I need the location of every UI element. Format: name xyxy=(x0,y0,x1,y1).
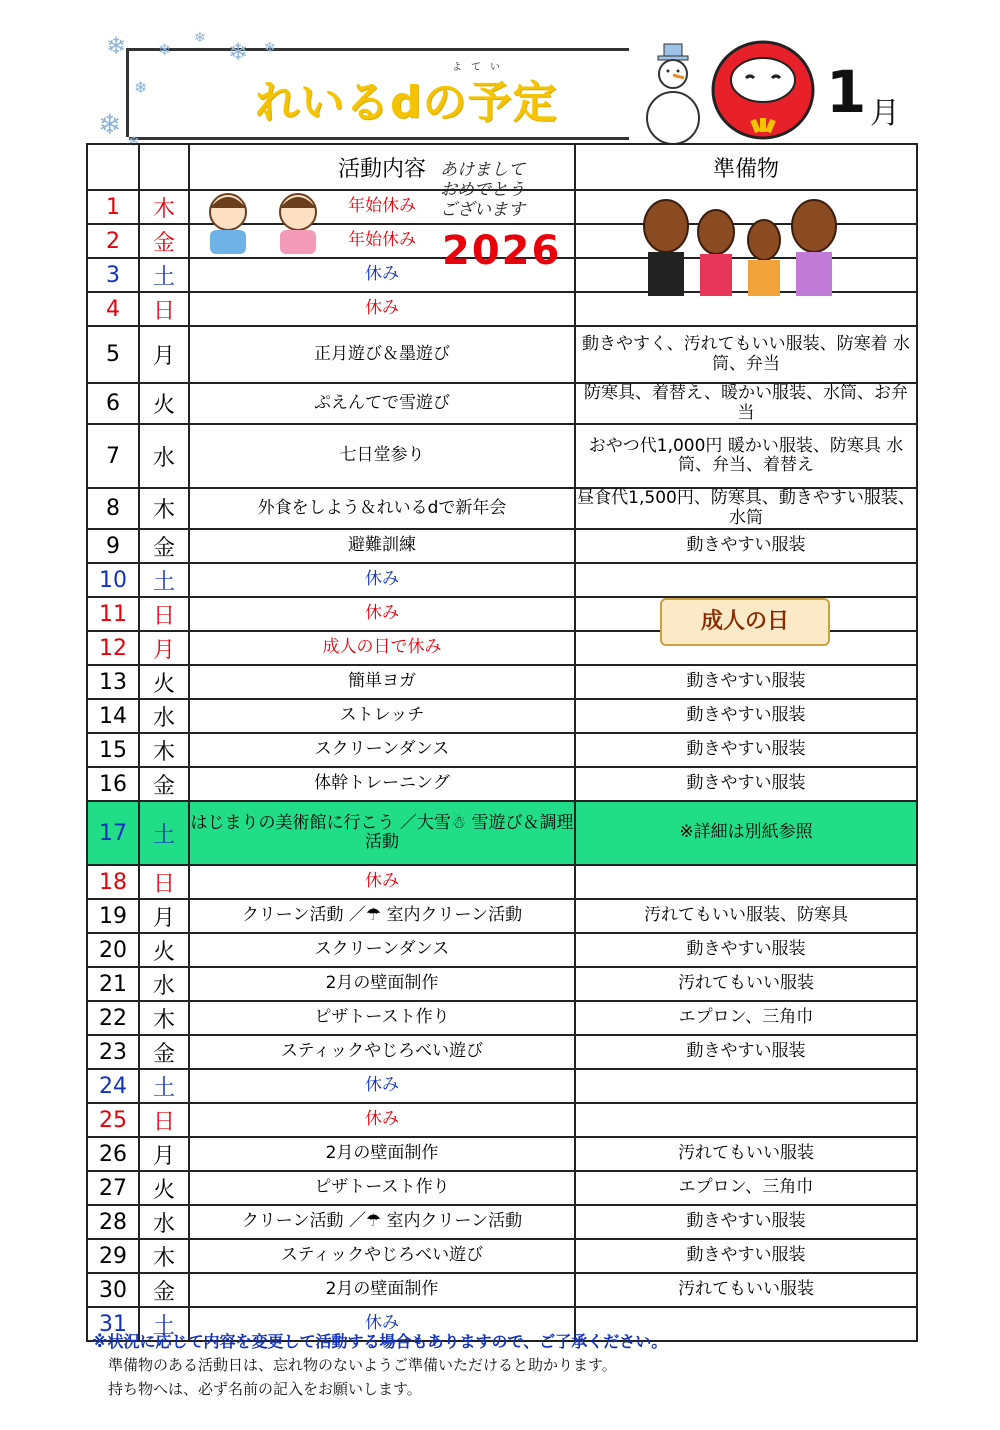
activity-cell: 休み xyxy=(189,1307,575,1341)
table-row xyxy=(87,801,917,865)
weekday-cell: 金 xyxy=(139,224,189,258)
day-cell: 15 xyxy=(87,733,139,767)
weekday-cell: 日 xyxy=(139,597,189,631)
weekday-cell: 土 xyxy=(139,563,189,597)
weekday-cell: 水 xyxy=(139,967,189,1001)
greeting-line1: あけまして xyxy=(440,160,525,180)
items-cell: 汚れてもいい服装 xyxy=(575,1137,917,1171)
weekday-cell: 月 xyxy=(139,1137,189,1171)
weekday-cell: 月 xyxy=(139,899,189,933)
table-row xyxy=(87,1239,917,1273)
activity-cell: 外食をしよう＆れいるdで新年会 xyxy=(189,488,575,529)
table-row xyxy=(87,933,917,967)
greeting-line2: おめでとう xyxy=(440,180,525,200)
activity-cell: スクリーンダンス xyxy=(189,933,575,967)
activity-cell: 避難訓練 xyxy=(189,529,575,563)
day-cell: 17 xyxy=(87,801,139,865)
table-row xyxy=(87,767,917,801)
day-cell: 26 xyxy=(87,1137,139,1171)
page-title: れいるdの予定 xyxy=(255,77,558,128)
daruma-icon xyxy=(708,32,818,142)
day-cell: 19 xyxy=(87,899,139,933)
items-cell: 動きやすい服装 xyxy=(575,767,917,801)
activity-cell: スクリーンダンス xyxy=(189,733,575,767)
day-cell: 10 xyxy=(87,563,139,597)
activity-cell: ピザトースト作り xyxy=(189,1171,575,1205)
weekday-cell: 金 xyxy=(139,529,189,563)
activity-cell: 年始休み xyxy=(189,190,575,224)
table-row xyxy=(87,1001,917,1035)
schedule-table xyxy=(86,143,918,1342)
day-cell: 9 xyxy=(87,529,139,563)
activity-cell: クリーン活動 ／☂ 室内クリーン活動 xyxy=(189,899,575,933)
weekday-cell: 土 xyxy=(139,258,189,292)
activity-cell: 2月の壁面制作 xyxy=(189,1137,575,1171)
day-cell: 4 xyxy=(87,292,139,326)
weekday-cell: 火 xyxy=(139,665,189,699)
activity-cell: ぷえんてで雪遊び xyxy=(189,383,575,424)
day-cell: 25 xyxy=(87,1103,139,1137)
items-cell xyxy=(575,865,917,899)
weekday-cell: 木 xyxy=(139,190,189,224)
day-cell: 22 xyxy=(87,1001,139,1035)
activity-cell: 七日堂参り xyxy=(189,424,575,488)
snowflake-icon: ❄ xyxy=(106,32,127,60)
children-illustration xyxy=(196,190,336,256)
table-row xyxy=(87,326,917,383)
greeting-line3: ございます xyxy=(440,200,525,220)
items-cell: エプロン、三角巾 xyxy=(575,1171,917,1205)
table-row xyxy=(87,699,917,733)
table-row xyxy=(87,1035,917,1069)
activity-cell: 成人の日で休み xyxy=(189,631,575,665)
weekday-cell: 木 xyxy=(139,488,189,529)
day-cell: 11 xyxy=(87,597,139,631)
day-cell: 28 xyxy=(87,1205,139,1239)
day-cell: 7 xyxy=(87,424,139,488)
activity-cell: 2月の壁面制作 xyxy=(189,1273,575,1307)
day-cell: 12 xyxy=(87,631,139,665)
items-cell xyxy=(575,563,917,597)
items-cell: おやつ代1,000円 暖かい服装、防寒具 水筒、弁当、着替え xyxy=(575,424,917,488)
weekday-cell: 土 xyxy=(139,801,189,865)
activity-cell: 休み xyxy=(189,563,575,597)
header-day xyxy=(87,144,139,190)
items-cell xyxy=(575,1069,917,1103)
items-cell: 昼食代1,500円、防寒具、動きやすい服装、水筒 xyxy=(575,488,917,529)
weekday-cell: 火 xyxy=(139,1171,189,1205)
day-cell: 13 xyxy=(87,665,139,699)
snowflake-icon: ❄ xyxy=(228,38,249,66)
snowman-illustration xyxy=(636,38,712,148)
table-row xyxy=(87,1171,917,1205)
table-row xyxy=(87,383,917,424)
weekday-cell: 月 xyxy=(139,326,189,383)
activity-cell: 休み xyxy=(189,1069,575,1103)
table-row xyxy=(87,1069,917,1103)
activity-cell: 体幹トレーニング xyxy=(189,767,575,801)
weekday-cell: 火 xyxy=(139,933,189,967)
items-cell: 動きやすい服装 xyxy=(575,1205,917,1239)
table-row xyxy=(87,488,917,529)
title-ruby: よてい xyxy=(452,62,509,73)
activity-cell: 2月の壁面制作 xyxy=(189,967,575,1001)
activity-cell: スティックやじろべい遊び xyxy=(189,1035,575,1069)
table-row xyxy=(87,967,917,1001)
activity-cell: 休み xyxy=(189,258,575,292)
weekday-cell: 日 xyxy=(139,292,189,326)
items-cell: 汚れてもいい服装、防寒具 xyxy=(575,899,917,933)
activity-cell: 休み xyxy=(189,865,575,899)
weekday-cell: 日 xyxy=(139,1103,189,1137)
table-row xyxy=(87,563,917,597)
horse-family-illustration xyxy=(636,196,852,300)
table-row xyxy=(87,865,917,899)
header-activity: 活動内容 xyxy=(189,144,575,190)
weekday-cell: 金 xyxy=(139,767,189,801)
items-cell: 動きやすい服装 xyxy=(575,699,917,733)
day-cell: 18 xyxy=(87,865,139,899)
activity-cell: 休み xyxy=(189,292,575,326)
day-cell: 14 xyxy=(87,699,139,733)
weekday-cell: 土 xyxy=(139,1307,189,1341)
weekday-cell: 月 xyxy=(139,631,189,665)
weekday-cell: 日 xyxy=(139,865,189,899)
activity-cell: 簡単ヨガ xyxy=(189,665,575,699)
day-cell: 31 xyxy=(87,1307,139,1341)
day-cell: 29 xyxy=(87,1239,139,1273)
activity-cell: ピザトースト作り xyxy=(189,1001,575,1035)
items-cell: 動きやすい服装 xyxy=(575,1239,917,1273)
table-row xyxy=(87,1273,917,1307)
new-year-greeting xyxy=(440,160,525,220)
activity-cell: 正月遊び＆墨遊び xyxy=(189,326,575,383)
table-row xyxy=(87,665,917,699)
month-number: 1 xyxy=(826,58,867,126)
day-cell: 23 xyxy=(87,1035,139,1069)
activity-cell: スティックやじろべい遊び xyxy=(189,1239,575,1273)
weekday-cell: 水 xyxy=(139,699,189,733)
items-cell: 動きやすい服装 xyxy=(575,933,917,967)
day-cell: 5 xyxy=(87,326,139,383)
day-cell: 8 xyxy=(87,488,139,529)
items-cell: 動きやすい服装 xyxy=(575,1035,917,1069)
snowflake-icon: ❄ xyxy=(194,30,206,46)
table-row xyxy=(87,529,917,563)
weekday-cell: 木 xyxy=(139,1001,189,1035)
header-weekday xyxy=(139,144,189,190)
day-cell: 21 xyxy=(87,967,139,1001)
weekday-cell: 木 xyxy=(139,1239,189,1273)
notice-name-label: 持ち物へは、必ず名前の記入をお願いします。 xyxy=(108,1380,422,1398)
table-row xyxy=(87,899,917,933)
weekday-cell: 木 xyxy=(139,733,189,767)
snowflake-icon: ❄ xyxy=(98,108,122,141)
activity-cell: はじまりの美術館に行こう ／大雪☃ 雪遊び＆調理活動 xyxy=(189,801,575,865)
weekday-cell: 水 xyxy=(139,1205,189,1239)
weekday-cell: 金 xyxy=(139,1273,189,1307)
day-cell: 16 xyxy=(87,767,139,801)
items-cell: 汚れてもいい服装 xyxy=(575,967,917,1001)
day-cell: 30 xyxy=(87,1273,139,1307)
notice-change: ※状況に応じて内容を変更して活動する場合もありますので、ご了承ください。 xyxy=(92,1332,668,1351)
weekday-cell: 火 xyxy=(139,383,189,424)
items-cell: 汚れてもいい服装 xyxy=(575,1273,917,1307)
weekday-cell: 金 xyxy=(139,1035,189,1069)
table-row xyxy=(87,733,917,767)
activity-cell: 休み xyxy=(189,1103,575,1137)
snowflake-icon: ❄ xyxy=(264,40,276,56)
day-cell: 1 xyxy=(87,190,139,224)
snowflake-icon: ❄ xyxy=(158,40,172,59)
table-row xyxy=(87,1137,917,1171)
activity-cell: クリーン活動 ／☂ 室内クリーン活動 xyxy=(189,1205,575,1239)
activity-cell: 年始休み xyxy=(189,224,575,258)
notice-preparation: 準備物のある活動日は、忘れ物のないようご準備いただけると助かります。 xyxy=(108,1356,617,1374)
items-cell: ※詳細は別紙参照 xyxy=(575,801,917,865)
snowflake-icon: ❄ xyxy=(128,134,140,150)
table-row xyxy=(87,1205,917,1239)
day-cell: 6 xyxy=(87,383,139,424)
year-label: 2026 xyxy=(442,228,562,274)
table-row xyxy=(87,1103,917,1137)
month-unit: 月 xyxy=(870,96,900,131)
day-cell: 2 xyxy=(87,224,139,258)
items-cell xyxy=(575,1103,917,1137)
activity-cell: 休み xyxy=(189,597,575,631)
day-cell: 3 xyxy=(87,258,139,292)
weekday-cell: 水 xyxy=(139,424,189,488)
items-cell: 動きやすく、汚れてもいい服装、防寒着 水筒、弁当 xyxy=(575,326,917,383)
items-cell: 動きやすい服装 xyxy=(575,529,917,563)
items-cell: 動きやすい服装 xyxy=(575,733,917,767)
items-cell: 動きやすい服装 xyxy=(575,665,917,699)
day-cell: 24 xyxy=(87,1069,139,1103)
snowflake-icon: ❄ xyxy=(134,78,148,97)
items-cell: 防寒具、着替え、暖かい服装、水筒、お弁当 xyxy=(575,383,917,424)
items-cell: エプロン、三角巾 xyxy=(575,1001,917,1035)
day-cell: 20 xyxy=(87,933,139,967)
activity-cell: ストレッチ xyxy=(189,699,575,733)
header-items: 準備物 xyxy=(575,144,917,190)
table-row xyxy=(87,424,917,488)
coming-of-age-day-badge: 成人の日 xyxy=(660,598,830,646)
day-cell: 27 xyxy=(87,1171,139,1205)
weekday-cell: 土 xyxy=(139,1069,189,1103)
